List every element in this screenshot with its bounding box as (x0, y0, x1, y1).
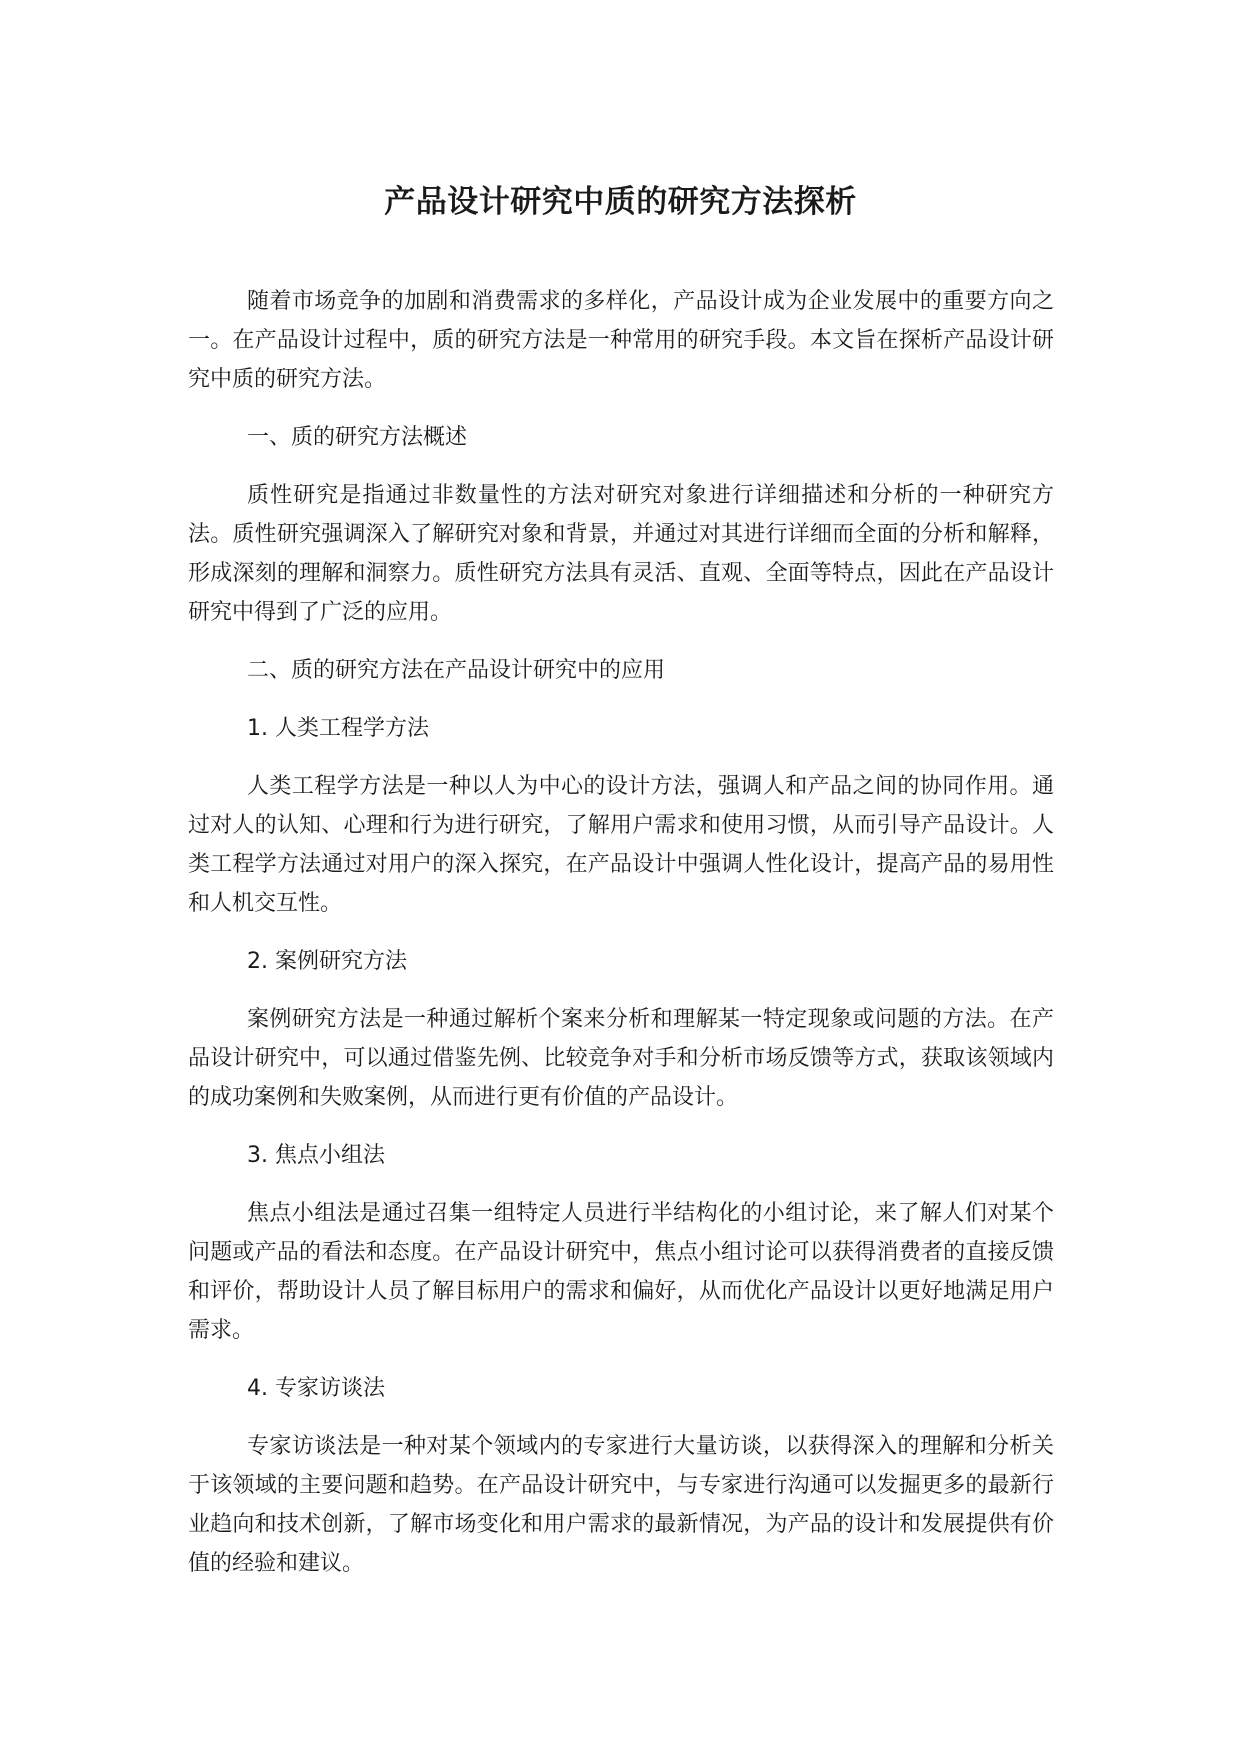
section-heading-overview: 一、质的研究方法概述 (247, 425, 468, 450)
method-heading-expert-interview: 4. 专家访谈法 (247, 1376, 385, 1401)
document-title: 产品设计研究中质的研究方法探析 (384, 184, 857, 220)
method-paragraph-ergonomics: 人类工程学方法是一种以人为中心的设计方法，强调人和产品之间的协同作用。通过对人的认知、心理和行为进行研究，了解用户需求和使用习惯，从而引导产品设计。人类工程学方法通过对用户的深入探究，在产品设计中强调人性化设计，提高产品的易用性和人机交互性。 (188, 774, 1054, 916)
section-heading-applications: 二、质的研究方法在产品设计研究中的应用 (247, 658, 666, 683)
method-heading-focus-group: 3. 焦点小组法 (247, 1143, 385, 1168)
method-paragraph-expert-interview: 专家访谈法是一种对某个领域内的专家进行大量访谈，以获得深入的理解和分析关于该领域的主要问题和趋势。在产品设计研究中，与专家进行沟通可以发掘更多的最新行业趋向和技术创新，了解市场变化和用户需求的最新情况，为产品的设计和发展提供有价值的经验和建议。 (188, 1434, 1054, 1576)
document-body (188, 282, 1054, 1583)
intro-paragraph: 随着市场竞争的加剧和消费需求的多样化，产品设计成为企业发展中的重要方向之一。在产品设计过程中，质的研究方法是一种常用的研究手段。本文旨在探析产品设计研究中质的研究方法。 (188, 289, 1054, 392)
method-heading-case-study: 2. 案例研究方法 (247, 949, 407, 974)
section-paragraph-overview: 质性研究是指通过非数量性的方法对研究对象进行详细描述和分析的一种研究方法。质性研究强调深入了解研究对象和背景，并通过对其进行详细而全面的分析和解释，形成深刻的理解和洞察力。质性研究方法具有灵活、直观、全面等特点，因此在产品设计研究中得到了广泛的应用。 (188, 483, 1054, 625)
method-heading-ergonomics: 1. 人类工程学方法 (247, 716, 429, 741)
method-paragraph-case-study: 案例研究方法是一种通过解析个案来分析和理解某一特定现象或问题的方法。在产品设计研究中，可以通过借鉴先例、比较竞争对手和分析市场反馈等方式，获取该领域内的成功案例和失败案例，从而进行更有价值的产品设计。 (188, 1007, 1054, 1110)
method-paragraph-focus-group: 焦点小组法是通过召集一组特定人员进行半结构化的小组讨论，来了解人们对某个问题或产品的看法和态度。在产品设计研究中，焦点小组讨论可以获得消费者的直接反馈和评价，帮助设计人员了解目标用户的需求和偏好，从而优化产品设计以更好地满足用户需求。 (188, 1201, 1054, 1343)
